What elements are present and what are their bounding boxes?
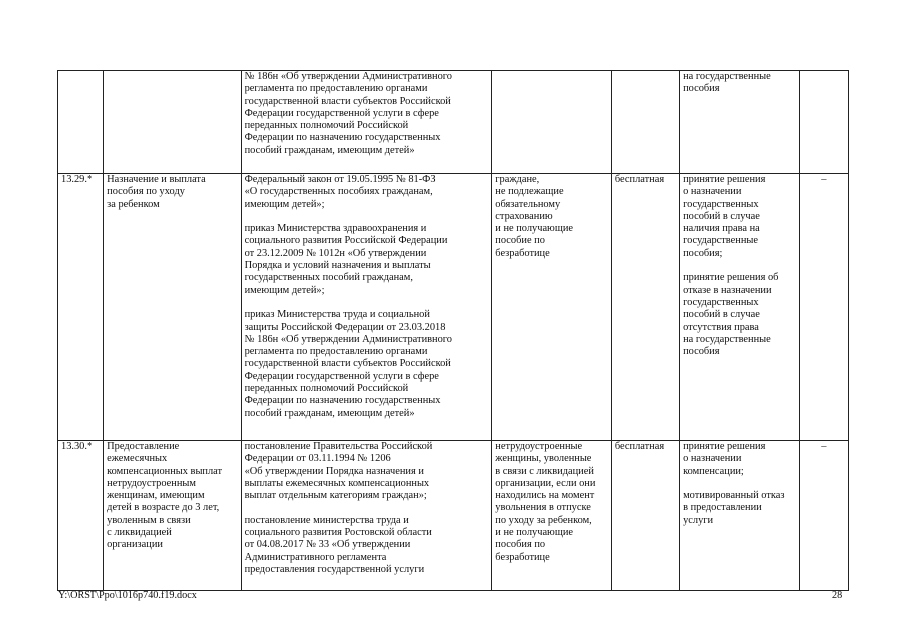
text-line: уволенным в связи — [107, 514, 191, 526]
text-line: с ликвидацией — [107, 527, 172, 539]
text-line: услуги — [683, 514, 714, 526]
text-line: пособия по уходу — [107, 186, 185, 198]
result-cell — [680, 71, 800, 174]
text-line: находились на момент — [495, 490, 595, 502]
text-line: принятие решения об — [683, 272, 779, 284]
text-line: приказ Министерства труда и социальной — [244, 309, 430, 321]
text-line: Федерации по назначению государственных — [244, 132, 441, 144]
text-line: Административного регламента — [244, 551, 387, 563]
result-cell — [680, 441, 800, 591]
row-number-cell: 13.30.* — [58, 441, 104, 591]
text-line: организации — [107, 539, 163, 551]
table-row — [58, 71, 849, 174]
table-row — [58, 174, 849, 441]
text-line: социального развития Ростовской области — [244, 527, 432, 539]
text-line — [245, 502, 489, 514]
text-line: о назначении — [683, 186, 742, 198]
text-line: в предоставлении — [683, 502, 762, 514]
text-line: по уходу за ребенком, — [495, 514, 592, 526]
text-line: отказе в назначении — [683, 284, 772, 296]
text-line: пособия; — [683, 247, 723, 259]
text-line: женщины, уволенные — [495, 453, 592, 465]
text-line: «О государственных пособиях гражданам, — [244, 186, 433, 198]
fee-cell: бесплатная — [611, 174, 679, 441]
text-line: безработице — [495, 247, 550, 259]
text-line: пособий в случае — [683, 210, 760, 222]
text-line: нетрудоустроенные — [495, 441, 583, 452]
result-cell — [680, 174, 800, 441]
text-line: № 186н «Об утверждении Административного — [244, 333, 452, 345]
text-line: Федерации государственной услуги в сфере — [244, 370, 439, 382]
row-number-cell: 13.29.* — [58, 174, 104, 441]
text-line: переданных полномочий Российской — [244, 120, 409, 132]
fee-cell: бесплатная — [611, 441, 679, 591]
text-line: пособий в случае — [683, 309, 760, 321]
text-line: компенсационных выплат — [107, 465, 223, 477]
legal-basis-cell — [241, 441, 492, 591]
text-line: и не получающие — [495, 527, 573, 539]
text-line: отсутствия права — [683, 321, 759, 333]
text-line: пособие по — [495, 235, 545, 247]
text-line: увольнения в отпуске — [495, 502, 591, 514]
text-line: Федерации от 03.11.1994 № 1206 — [244, 453, 391, 465]
text-line: Предоставление — [107, 441, 180, 452]
text-line: Федерации государственной услуги в сфере — [244, 107, 439, 119]
page-number: 28 — [832, 590, 843, 601]
text-line: постановление министерства труда и — [244, 514, 409, 526]
service-name-cell — [104, 441, 241, 591]
text-line: государственных — [683, 296, 759, 308]
text-line: наличия права на — [683, 223, 760, 235]
text-line: о назначении — [683, 453, 742, 465]
text-line: имеющим детей»; — [244, 198, 325, 210]
text-line: государственной власти субъектов Российской — [244, 358, 451, 370]
text-line: социального развития Российской Федерации — [244, 235, 448, 247]
text-line: Порядка и условий назначения и выплаты — [244, 260, 431, 272]
recipients-cell — [492, 174, 612, 441]
text-line: страхованию — [495, 210, 553, 222]
text-line: принятие решения — [683, 441, 766, 452]
text-line: переданных полномочий Российской — [244, 383, 409, 395]
text-line: № 186н «Об утверждении Административного — [244, 71, 452, 82]
file-path: Y:\ORST\Ppo\1016p740.f19.docx — [58, 590, 197, 601]
row-number-cell — [58, 71, 104, 174]
text-line: государственной власти субъектов Российской — [244, 95, 451, 107]
text-line: «Об утверждении Порядка назначения и — [244, 465, 424, 477]
recipients-cell — [492, 441, 612, 591]
text-line: государственных — [683, 198, 759, 210]
note-cell — [799, 71, 848, 174]
text-line: женщинам, имеющим — [107, 490, 205, 502]
text-line: регламента по предоставлению органами — [244, 346, 428, 358]
text-line: государственных пособий гражданам, — [244, 272, 413, 284]
text-line: выплат отдельным категориям граждан»; — [244, 490, 427, 502]
text-line: принятие решения — [683, 174, 766, 185]
text-line: безработице — [495, 551, 550, 563]
text-line: и не получающие — [495, 223, 573, 235]
text-line: имеющим детей»; — [244, 284, 325, 296]
text-line: защиты Российской Федерации от 23.03.2018 — [244, 321, 446, 333]
text-line: граждане, — [495, 174, 540, 185]
text-line: организации, если они — [495, 477, 596, 489]
text-line: нетрудоустроенным — [107, 477, 196, 489]
service-name-cell — [104, 174, 241, 441]
service-name-cell — [104, 71, 241, 174]
text-line — [683, 478, 796, 490]
text-line: Федеральный закон от 19.05.1995 № 81-ФЗ — [244, 174, 436, 185]
text-line: на государственные — [683, 333, 771, 345]
text-line: детей в возрасте до 3 лет, — [107, 502, 220, 514]
text-line: обязательному — [495, 198, 561, 210]
text-line: в связи с ликвидацией — [495, 465, 594, 477]
text-line: не подлежащие — [495, 186, 564, 198]
services-table — [57, 70, 849, 591]
text-line: государственные — [683, 235, 758, 247]
text-line — [245, 297, 489, 309]
legal-basis-cell — [241, 71, 492, 174]
text-line: компенсации; — [683, 465, 744, 477]
text-line: пособий гражданам, имеющим детей» — [244, 407, 415, 419]
text-line: пособий гражданам, имеющим детей» — [244, 144, 415, 156]
text-line — [245, 211, 489, 223]
text-line: предоставления государственной услуги — [244, 563, 425, 575]
table-row — [58, 441, 849, 591]
text-line: ежемесячных — [107, 453, 168, 465]
text-line — [683, 260, 796, 272]
recipients-cell — [492, 71, 612, 174]
text-line: от 23.12.2009 № 1012н «Об утверждении — [244, 247, 427, 259]
text-line: за ребенком — [107, 198, 160, 210]
note-cell: – — [799, 441, 848, 591]
text-line: пособия — [683, 346, 720, 358]
note-cell: – — [799, 174, 848, 441]
text-line: на государственные — [683, 71, 771, 82]
text-line: Назначение и выплата — [107, 174, 206, 185]
text-line: приказ Министерства здравоохранения и — [244, 223, 427, 235]
text-line: постановление Правительства Российской — [244, 441, 433, 452]
text-line: от 04.08.2017 № 33 «Об утверждении — [244, 539, 411, 551]
fee-cell — [611, 71, 679, 174]
text-line: Федерации по назначению государственных — [244, 395, 441, 407]
text-line: пособия по — [495, 539, 546, 551]
text-line: мотивированный отказ — [683, 490, 785, 502]
text-line: регламента по предоставлению органами — [244, 83, 428, 95]
text-line: выплаты ежемесячных компенсационных — [244, 477, 430, 489]
text-line: пособия — [683, 83, 720, 95]
legal-basis-cell — [241, 174, 492, 441]
